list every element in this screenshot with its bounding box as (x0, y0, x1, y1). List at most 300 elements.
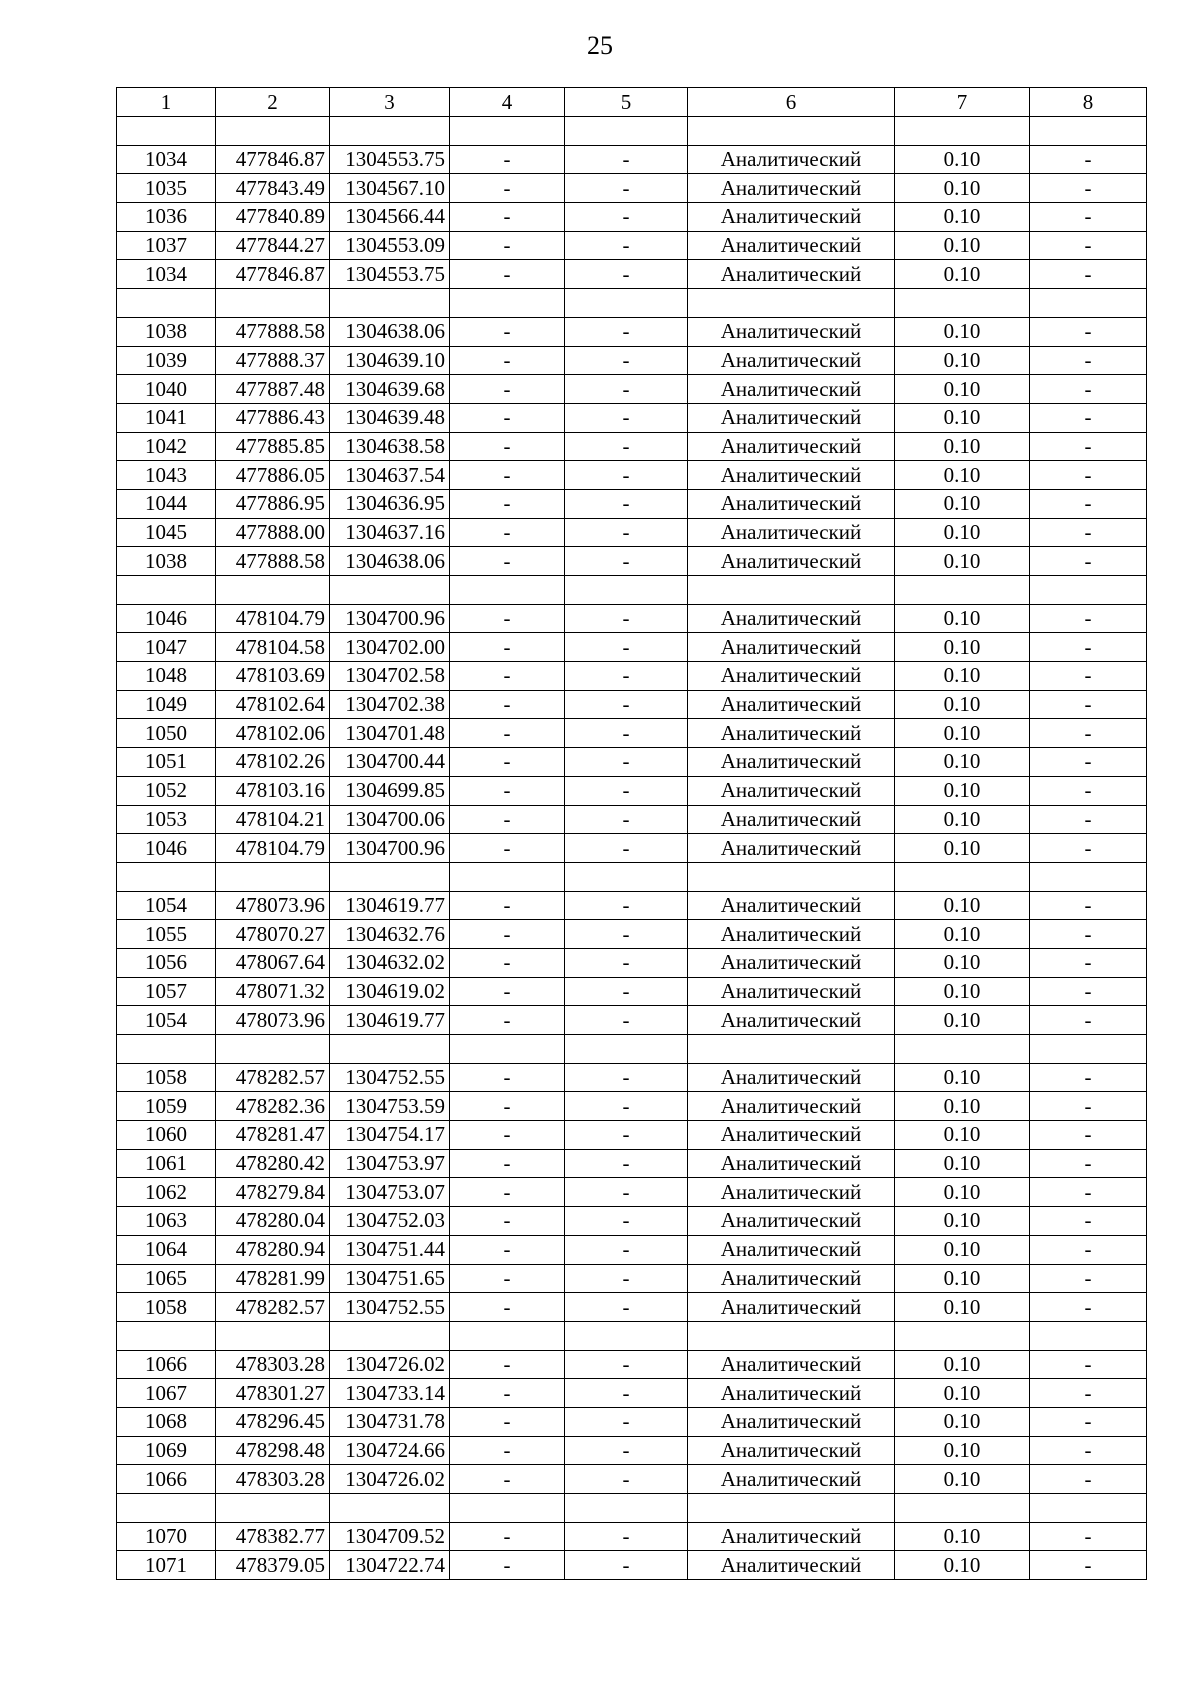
col-8-cell: - (1030, 719, 1147, 748)
method-cell: Аналитический (688, 633, 895, 662)
y-coordinate-cell: 1304700.06 (330, 805, 450, 834)
y-coordinate-cell: 1304751.65 (330, 1264, 450, 1293)
accuracy-cell: 0.10 (895, 633, 1030, 662)
col-4-cell: - (450, 604, 565, 633)
col-5-cell (565, 576, 688, 605)
x-coordinate-cell (216, 117, 330, 146)
accuracy-cell (895, 117, 1030, 146)
y-coordinate-cell (330, 1321, 450, 1350)
col-4-cell: - (450, 834, 565, 863)
accuracy-cell (895, 1494, 1030, 1523)
x-coordinate-cell: 478301.27 (216, 1379, 330, 1408)
x-coordinate-cell: 478281.99 (216, 1264, 330, 1293)
method-cell: Аналитический (688, 977, 895, 1006)
col-4-cell: - (450, 260, 565, 289)
point-number-cell: 1046 (117, 604, 216, 633)
point-number-cell: 1036 (117, 203, 216, 232)
point-number-cell: 1040 (117, 375, 216, 404)
col-5-cell: - (565, 489, 688, 518)
y-coordinate-cell: 1304637.16 (330, 518, 450, 547)
x-coordinate-cell: 478298.48 (216, 1436, 330, 1465)
col-8-cell: - (1030, 346, 1147, 375)
col-5-cell: - (565, 317, 688, 346)
point-number-cell (117, 289, 216, 318)
table-row (117, 547, 1147, 576)
col-4-cell (450, 862, 565, 891)
method-cell: Аналитический (688, 920, 895, 949)
col-8-cell: - (1030, 834, 1147, 863)
col-5-cell: - (565, 1436, 688, 1465)
method-cell: Аналитический (688, 461, 895, 490)
y-coordinate-cell: 1304639.48 (330, 403, 450, 432)
col-4-cell: - (450, 174, 565, 203)
y-coordinate-cell: 1304752.55 (330, 1063, 450, 1092)
separator-row (117, 862, 1147, 891)
col-8-cell: - (1030, 1006, 1147, 1035)
y-coordinate-cell (330, 862, 450, 891)
x-coordinate-cell: 478070.27 (216, 920, 330, 949)
separator-row (117, 289, 1147, 318)
separator-row (117, 1321, 1147, 1350)
col-5-cell: - (565, 748, 688, 777)
table-row (117, 891, 1147, 920)
method-cell: Аналитический (688, 1350, 895, 1379)
table-row (117, 1092, 1147, 1121)
col-5-cell: - (565, 690, 688, 719)
method-cell: Аналитический (688, 489, 895, 518)
col-8-cell: - (1030, 403, 1147, 432)
col-5-cell: - (565, 1207, 688, 1236)
col-8-cell: - (1030, 1092, 1147, 1121)
accuracy-cell: 0.10 (895, 805, 1030, 834)
y-coordinate-cell: 1304724.66 (330, 1436, 450, 1465)
col-5-cell: - (565, 231, 688, 260)
x-coordinate-cell: 478104.21 (216, 805, 330, 834)
method-cell (688, 1494, 895, 1523)
method-cell: Аналитический (688, 891, 895, 920)
accuracy-cell: 0.10 (895, 920, 1030, 949)
x-coordinate-cell: 478379.05 (216, 1551, 330, 1580)
point-number-cell: 1058 (117, 1293, 216, 1322)
accuracy-cell: 0.10 (895, 1063, 1030, 1092)
point-number-cell: 1058 (117, 1063, 216, 1092)
table-row (117, 977, 1147, 1006)
method-cell (688, 289, 895, 318)
col-5-cell: - (565, 1350, 688, 1379)
col-4-cell: - (450, 375, 565, 404)
y-coordinate-cell: 1304752.03 (330, 1207, 450, 1236)
point-number-cell: 1064 (117, 1235, 216, 1264)
col-5-cell: - (565, 203, 688, 232)
col-8-cell: - (1030, 375, 1147, 404)
col-5-cell: - (565, 948, 688, 977)
col-5-cell: - (565, 776, 688, 805)
table-row (117, 948, 1147, 977)
x-coordinate-cell (216, 862, 330, 891)
col-4-cell: - (450, 1379, 565, 1408)
table-row (117, 719, 1147, 748)
point-number-cell: 1039 (117, 346, 216, 375)
accuracy-cell: 0.10 (895, 1551, 1030, 1580)
accuracy-cell: 0.10 (895, 891, 1030, 920)
column-header-1: 1 (117, 88, 216, 117)
table-row (117, 805, 1147, 834)
col-8-cell: - (1030, 174, 1147, 203)
accuracy-cell: 0.10 (895, 719, 1030, 748)
col-4-cell: - (450, 805, 565, 834)
x-coordinate-cell: 478073.96 (216, 891, 330, 920)
accuracy-cell: 0.10 (895, 1350, 1030, 1379)
y-coordinate-cell (330, 1035, 450, 1064)
point-number-cell: 1046 (117, 834, 216, 863)
y-coordinate-cell: 1304632.02 (330, 948, 450, 977)
table-body (117, 88, 1147, 1580)
y-coordinate-cell: 1304702.58 (330, 662, 450, 691)
col-4-cell: - (450, 1293, 565, 1322)
accuracy-cell: 0.10 (895, 1178, 1030, 1207)
col-5-cell: - (565, 403, 688, 432)
method-cell: Аналитический (688, 1522, 895, 1551)
col-5-cell: - (565, 174, 688, 203)
x-coordinate-cell: 477846.87 (216, 145, 330, 174)
y-coordinate-cell: 1304701.48 (330, 719, 450, 748)
point-number-cell: 1054 (117, 891, 216, 920)
col-8-cell: - (1030, 690, 1147, 719)
y-coordinate-cell: 1304731.78 (330, 1407, 450, 1436)
col-4-cell: - (450, 317, 565, 346)
x-coordinate-cell: 477888.37 (216, 346, 330, 375)
x-coordinate-cell: 478282.57 (216, 1063, 330, 1092)
x-coordinate-cell: 477840.89 (216, 203, 330, 232)
y-coordinate-cell: 1304639.10 (330, 346, 450, 375)
col-5-cell: - (565, 547, 688, 576)
col-8-cell: - (1030, 231, 1147, 260)
accuracy-cell: 0.10 (895, 1149, 1030, 1178)
col-8-cell: - (1030, 518, 1147, 547)
col-4-cell: - (450, 776, 565, 805)
col-5-cell: - (565, 1149, 688, 1178)
y-coordinate-cell: 1304733.14 (330, 1379, 450, 1408)
point-number-cell: 1034 (117, 145, 216, 174)
col-4-cell: - (450, 977, 565, 1006)
x-coordinate-cell: 478280.94 (216, 1235, 330, 1264)
col-5-cell: - (565, 1121, 688, 1150)
x-coordinate-cell: 478104.79 (216, 834, 330, 863)
table-row (117, 317, 1147, 346)
col-8-cell: - (1030, 1551, 1147, 1580)
y-coordinate-cell: 1304553.75 (330, 260, 450, 289)
col-4-cell: - (450, 662, 565, 691)
table-row (117, 1293, 1147, 1322)
x-coordinate-cell: 478281.47 (216, 1121, 330, 1150)
col-8-cell: - (1030, 317, 1147, 346)
method-cell: Аналитический (688, 1235, 895, 1264)
accuracy-cell (895, 576, 1030, 605)
col-5-cell: - (565, 1407, 688, 1436)
y-coordinate-cell: 1304637.54 (330, 461, 450, 490)
accuracy-cell: 0.10 (895, 662, 1030, 691)
col-5-cell: - (565, 633, 688, 662)
point-number-cell: 1038 (117, 547, 216, 576)
point-number-cell (117, 117, 216, 146)
column-header-3: 3 (330, 88, 450, 117)
point-number-cell: 1054 (117, 1006, 216, 1035)
col-5-cell: - (565, 977, 688, 1006)
table-row (117, 1149, 1147, 1178)
point-number-cell: 1049 (117, 690, 216, 719)
point-number-cell: 1071 (117, 1551, 216, 1580)
col-8-cell: - (1030, 604, 1147, 633)
col-5-cell: - (565, 432, 688, 461)
x-coordinate-cell: 478280.42 (216, 1149, 330, 1178)
point-number-cell: 1042 (117, 432, 216, 461)
col-5-cell (565, 1494, 688, 1523)
accuracy-cell (895, 862, 1030, 891)
y-coordinate-cell (330, 1494, 450, 1523)
table-row (117, 432, 1147, 461)
col-5-cell: - (565, 1264, 688, 1293)
column-header-2: 2 (216, 88, 330, 117)
col-8-cell: - (1030, 1350, 1147, 1379)
x-coordinate-cell: 478073.96 (216, 1006, 330, 1035)
method-cell: Аналитический (688, 1207, 895, 1236)
separator-row (117, 117, 1147, 146)
y-coordinate-cell: 1304753.59 (330, 1092, 450, 1121)
table-row (117, 1350, 1147, 1379)
accuracy-cell: 0.10 (895, 748, 1030, 777)
col-5-cell: - (565, 518, 688, 547)
point-number-cell: 1059 (117, 1092, 216, 1121)
point-number-cell: 1060 (117, 1121, 216, 1150)
coordinates-table (116, 87, 1147, 1580)
col-5-cell (565, 862, 688, 891)
table-row (117, 518, 1147, 547)
col-8-cell: - (1030, 1264, 1147, 1293)
table-row (117, 231, 1147, 260)
col-8-cell (1030, 1321, 1147, 1350)
col-4-cell: - (450, 1063, 565, 1092)
col-8-cell: - (1030, 203, 1147, 232)
point-number-cell (117, 1035, 216, 1064)
point-number-cell (117, 862, 216, 891)
method-cell: Аналитический (688, 805, 895, 834)
col-4-cell: - (450, 1551, 565, 1580)
table-row (117, 461, 1147, 490)
table-row (117, 489, 1147, 518)
col-5-cell: - (565, 662, 688, 691)
method-cell: Аналитический (688, 1063, 895, 1092)
col-4-cell (450, 1494, 565, 1523)
col-5-cell: - (565, 1006, 688, 1035)
col-8-cell (1030, 289, 1147, 318)
col-5-cell: - (565, 1379, 688, 1408)
point-number-cell: 1043 (117, 461, 216, 490)
y-coordinate-cell: 1304636.95 (330, 489, 450, 518)
col-4-cell: - (450, 1178, 565, 1207)
table-row (117, 145, 1147, 174)
separator-row (117, 1494, 1147, 1523)
col-5-cell: - (565, 375, 688, 404)
accuracy-cell: 0.10 (895, 489, 1030, 518)
accuracy-cell: 0.10 (895, 1407, 1030, 1436)
y-coordinate-cell: 1304638.58 (330, 432, 450, 461)
accuracy-cell: 0.10 (895, 1379, 1030, 1408)
table-row (117, 346, 1147, 375)
accuracy-cell: 0.10 (895, 834, 1030, 863)
method-cell: Аналитический (688, 317, 895, 346)
col-8-cell: - (1030, 948, 1147, 977)
col-8-cell: - (1030, 1379, 1147, 1408)
x-coordinate-cell: 477886.05 (216, 461, 330, 490)
point-number-cell: 1063 (117, 1207, 216, 1236)
accuracy-cell: 0.10 (895, 260, 1030, 289)
col-4-cell: - (450, 1350, 565, 1379)
col-8-cell: - (1030, 1149, 1147, 1178)
table-row (117, 1178, 1147, 1207)
col-4-cell: - (450, 1121, 565, 1150)
method-cell: Аналитический (688, 403, 895, 432)
method-cell: Аналитический (688, 1121, 895, 1150)
method-cell: Аналитический (688, 203, 895, 232)
table-row (117, 834, 1147, 863)
y-coordinate-cell: 1304726.02 (330, 1350, 450, 1379)
table-row (117, 1235, 1147, 1264)
y-coordinate-cell: 1304700.96 (330, 604, 450, 633)
y-coordinate-cell: 1304753.07 (330, 1178, 450, 1207)
table-row (117, 1207, 1147, 1236)
x-coordinate-cell: 478102.06 (216, 719, 330, 748)
x-coordinate-cell: 477885.85 (216, 432, 330, 461)
x-coordinate-cell (216, 576, 330, 605)
col-5-cell: - (565, 260, 688, 289)
x-coordinate-cell: 477844.27 (216, 231, 330, 260)
col-4-cell (450, 1035, 565, 1064)
x-coordinate-cell: 478282.36 (216, 1092, 330, 1121)
accuracy-cell: 0.10 (895, 203, 1030, 232)
accuracy-cell: 0.10 (895, 776, 1030, 805)
col-4-cell: - (450, 1149, 565, 1178)
table-header-row (117, 88, 1147, 117)
y-coordinate-cell: 1304722.74 (330, 1551, 450, 1580)
y-coordinate-cell: 1304567.10 (330, 174, 450, 203)
x-coordinate-cell: 478280.04 (216, 1207, 330, 1236)
col-8-cell: - (1030, 1207, 1147, 1236)
point-number-cell: 1048 (117, 662, 216, 691)
col-5-cell: - (565, 834, 688, 863)
point-number-cell: 1050 (117, 719, 216, 748)
col-4-cell: - (450, 518, 565, 547)
table-row (117, 1264, 1147, 1293)
method-cell: Аналитический (688, 1407, 895, 1436)
point-number-cell: 1052 (117, 776, 216, 805)
x-coordinate-cell: 478303.28 (216, 1350, 330, 1379)
accuracy-cell: 0.10 (895, 1006, 1030, 1035)
col-5-cell (565, 1035, 688, 1064)
col-8-cell (1030, 1035, 1147, 1064)
col-8-cell (1030, 1494, 1147, 1523)
point-number-cell (117, 1494, 216, 1523)
col-5-cell: - (565, 891, 688, 920)
col-5-cell: - (565, 719, 688, 748)
method-cell: Аналитический (688, 145, 895, 174)
col-8-cell: - (1030, 633, 1147, 662)
col-5-cell: - (565, 1551, 688, 1580)
y-coordinate-cell: 1304638.06 (330, 547, 450, 576)
table-row (117, 604, 1147, 633)
x-coordinate-cell: 478104.58 (216, 633, 330, 662)
col-5-cell (565, 117, 688, 146)
table-row (117, 662, 1147, 691)
point-number-cell: 1047 (117, 633, 216, 662)
x-coordinate-cell: 478382.77 (216, 1522, 330, 1551)
col-4-cell: - (450, 346, 565, 375)
col-5-cell: - (565, 145, 688, 174)
col-4-cell (450, 117, 565, 146)
accuracy-cell: 0.10 (895, 1235, 1030, 1264)
accuracy-cell: 0.10 (895, 1207, 1030, 1236)
point-number-cell: 1066 (117, 1350, 216, 1379)
method-cell: Аналитический (688, 1178, 895, 1207)
method-cell: Аналитический (688, 231, 895, 260)
table-row (117, 203, 1147, 232)
accuracy-cell: 0.10 (895, 174, 1030, 203)
col-4-cell: - (450, 920, 565, 949)
x-coordinate-cell (216, 1321, 330, 1350)
accuracy-cell: 0.10 (895, 1522, 1030, 1551)
separator-row (117, 1035, 1147, 1064)
y-coordinate-cell: 1304699.85 (330, 776, 450, 805)
point-number-cell: 1051 (117, 748, 216, 777)
y-coordinate-cell: 1304754.17 (330, 1121, 450, 1150)
col-8-cell (1030, 117, 1147, 146)
y-coordinate-cell: 1304702.38 (330, 690, 450, 719)
point-number-cell: 1066 (117, 1465, 216, 1494)
table-row (117, 1063, 1147, 1092)
x-coordinate-cell: 478102.26 (216, 748, 330, 777)
col-8-cell: - (1030, 145, 1147, 174)
col-8-cell: - (1030, 805, 1147, 834)
table-row (117, 403, 1147, 432)
table-row (117, 748, 1147, 777)
table-row (117, 920, 1147, 949)
col-8-cell: - (1030, 461, 1147, 490)
accuracy-cell (895, 289, 1030, 318)
y-coordinate-cell (330, 289, 450, 318)
x-coordinate-cell: 477888.00 (216, 518, 330, 547)
col-4-cell: - (450, 1235, 565, 1264)
col-4-cell (450, 1321, 565, 1350)
point-number-cell: 1035 (117, 174, 216, 203)
point-number-cell: 1037 (117, 231, 216, 260)
method-cell: Аналитический (688, 1264, 895, 1293)
column-header-8: 8 (1030, 88, 1147, 117)
accuracy-cell: 0.10 (895, 1436, 1030, 1465)
col-4-cell: - (450, 1436, 565, 1465)
col-4-cell: - (450, 1522, 565, 1551)
point-number-cell: 1055 (117, 920, 216, 949)
col-5-cell: - (565, 461, 688, 490)
y-coordinate-cell: 1304726.02 (330, 1465, 450, 1494)
col-8-cell: - (1030, 1121, 1147, 1150)
y-coordinate-cell: 1304553.09 (330, 231, 450, 260)
table-row (117, 690, 1147, 719)
column-header-5: 5 (565, 88, 688, 117)
table-row (117, 174, 1147, 203)
col-5-cell: - (565, 805, 688, 834)
x-coordinate-cell: 477886.95 (216, 489, 330, 518)
method-cell: Аналитический (688, 776, 895, 805)
col-5-cell: - (565, 604, 688, 633)
